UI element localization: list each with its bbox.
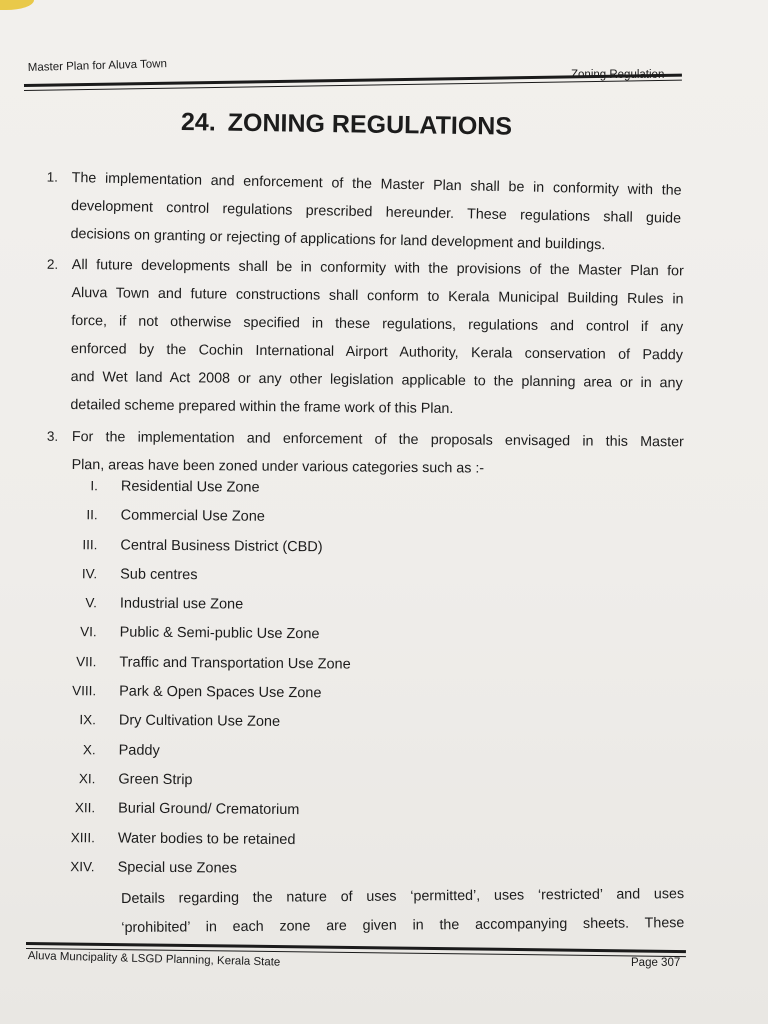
zone-label: Traffic and Transportation Use Zone — [119, 654, 351, 673]
zone-numeral: XIII. — [70, 829, 95, 845]
paragraph-number: 2. — [46, 256, 59, 272]
zone-numeral: IV. — [81, 566, 98, 582]
details-line: ‘prohibited’ in each zone are given in the accompanying sheets. These — [121, 915, 685, 936]
paragraph-line: The implementation and enforcement of the Master Plan shall be in conformity with the — [71, 169, 682, 199]
zone-item — [59, 566, 389, 598]
details-paragraph — [121, 880, 684, 943]
zone-numeral: VIII. — [72, 683, 97, 699]
paragraph-line: For the implementation and enforcement of the proposals envisaged in this Master — [71, 428, 684, 451]
paragraph-line: Plan, areas have been zoned under various categories such as :- — [71, 456, 485, 477]
zone-numeral: V. — [85, 595, 97, 611]
yellow-corner-mark — [0, 0, 34, 10]
zone-label: Sub centres — [120, 566, 198, 584]
chapter-title: ZONING REGULATIONS — [227, 108, 513, 141]
zone-item — [59, 595, 389, 627]
paragraph-line: development control regulations prescribed hereunder. These regulations shall guide — [70, 197, 682, 227]
zone-item — [57, 830, 387, 862]
zone-label: Residential Use Zone — [120, 478, 260, 496]
zone-label: Special use Zones — [117, 859, 237, 877]
page-title — [181, 108, 512, 142]
zone-numeral: III. — [82, 536, 98, 552]
zone-numeral: XI. — [78, 771, 96, 787]
chapter-number: 24. — [180, 108, 216, 137]
zone-item — [60, 478, 390, 510]
zone-numeral: X. — [82, 741, 96, 757]
zone-label: Water bodies to be retained — [117, 830, 296, 848]
zone-numeral: XIV. — [70, 858, 95, 875]
zone-label: Commercial Use Zone — [120, 507, 265, 526]
zone-item — [57, 742, 387, 774]
page-number: Page 307 — [631, 957, 681, 969]
paragraph-number: 1. — [46, 169, 59, 185]
zone-label: Paddy — [118, 742, 160, 759]
paragraph-line: and Wet land Act 2008 or any other legislation applicable to the planning area or in any — [70, 368, 683, 392]
zone-numeral: IX. — [79, 712, 96, 728]
paragraph-line: force, if not otherwise specified in these regulations, regulations and control if any — [71, 312, 684, 336]
details-line: Details regarding the nature of uses ‘permitted’, uses ‘restricted’ and uses — [121, 886, 685, 907]
header-document-title: Master Plan for Aluva Town — [27, 58, 168, 74]
zone-numeral: VII. — [76, 653, 97, 670]
zone-label: Park & Open Spaces Use Zone — [119, 683, 322, 702]
paragraph-3 — [46, 423, 684, 484]
zone-item — [58, 654, 388, 686]
zone-numeral: XII. — [74, 800, 96, 816]
paragraph-line: enforced by the Cochin International Airport Authority, Kerala conservation of Paddy — [70, 340, 684, 364]
zone-label: Industrial use Zone — [119, 595, 244, 613]
paragraph-line: Aluva Town and future constructions shall conform to Kerala Municipal Building Rules in — [71, 284, 684, 308]
zone-label: Green Strip — [118, 771, 193, 789]
paragraph-1 — [46, 164, 682, 261]
zone-label: Public & Semi-public Use Zone — [119, 625, 320, 643]
zone-label: Dry Cultivation Use Zone — [118, 712, 281, 731]
zone-list — [56, 478, 390, 891]
zone-item — [58, 624, 388, 656]
zone-item — [59, 537, 389, 569]
zone-label: Central Business District (CBD) — [120, 537, 323, 555]
zone-item — [58, 712, 388, 744]
zone-item — [59, 507, 389, 539]
zone-item — [57, 800, 387, 832]
zone-numeral: I. — [90, 478, 98, 494]
zone-item — [57, 771, 387, 803]
zone-numeral: VI. — [80, 624, 97, 640]
paragraph-line: detailed scheme prepared within the frame work of this Plan. — [70, 396, 454, 418]
paragraph-line: decisions on granting or rejecting of applications for land development and buildings. — [70, 225, 606, 254]
zone-numeral: II. — [86, 507, 98, 523]
paragraph-line: All future developments shall be in conformity with the provisions of the Master Plan for — [71, 256, 684, 280]
zone-item — [58, 683, 388, 715]
paragraph-2 — [46, 251, 684, 425]
paragraph-number: 3. — [46, 428, 59, 444]
zone-label: Burial Ground/ Crematorium — [118, 800, 300, 819]
footer-authority: Aluva Muncipality & LSGD Planning, Kerala State — [27, 950, 281, 969]
